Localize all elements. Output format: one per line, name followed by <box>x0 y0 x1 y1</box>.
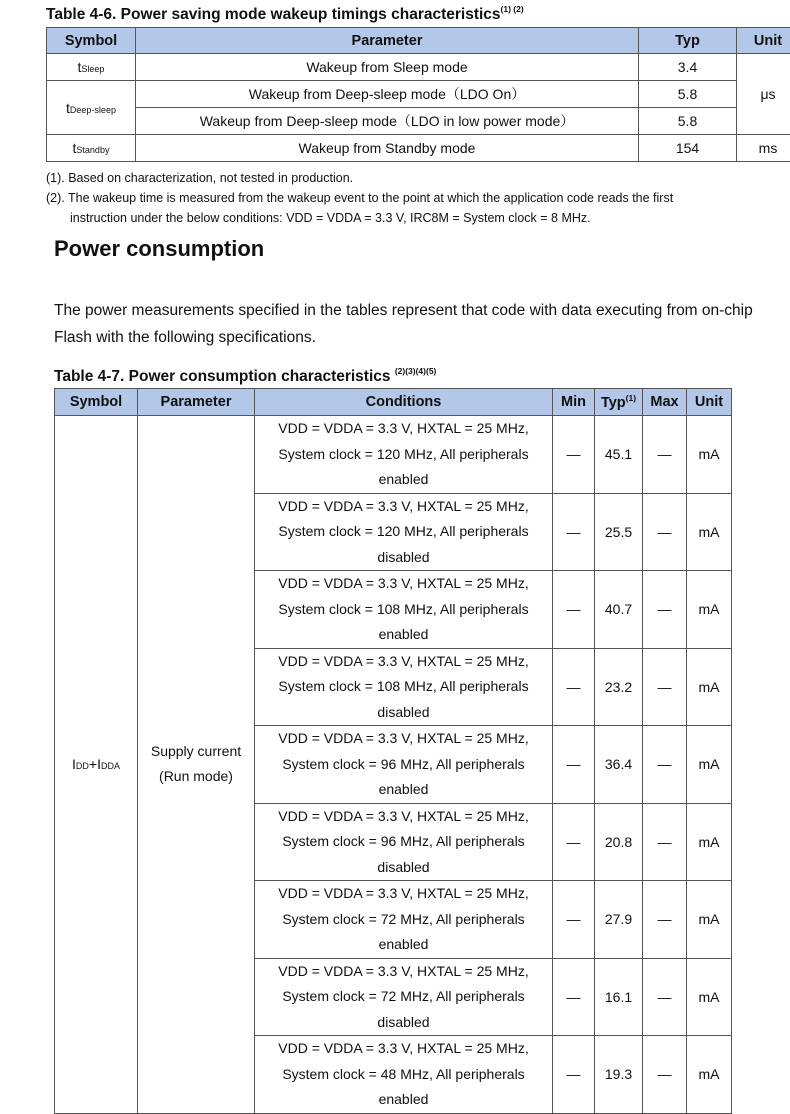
header-symbol: Symbol <box>55 389 138 416</box>
table-4-7-caption-notes: (2)(3)(4)(5) <box>395 366 437 376</box>
typ-cell: 16.1 <box>595 958 643 1036</box>
typ-cell: 19.3 <box>595 1036 643 1114</box>
conditions-cell <box>255 648 553 726</box>
unit-cell: mA <box>687 726 732 804</box>
table-row <box>47 54 790 81</box>
condition-line-2: System clock = 96 MHz, All peripherals <box>255 752 552 778</box>
symbol-main: t <box>66 100 70 116</box>
unit-cell: mA <box>687 1036 732 1114</box>
note-2-continued: instruction under the below conditions: VDD = VDDA = 3.3 V, IRC8M = System clock = 8 MHz. <box>46 208 756 228</box>
typ-cell: 45.1 <box>595 416 643 494</box>
header-typ <box>595 389 643 416</box>
max-cell: — <box>643 416 687 494</box>
unit-cell: μs <box>737 54 790 135</box>
min-cell: — <box>553 881 595 959</box>
typ-cell: 20.8 <box>595 803 643 881</box>
condition-line-3: enabled <box>255 467 552 493</box>
table-4-7-caption-text: Table 4-7. Power consumption characteristics <box>54 368 391 385</box>
min-cell: — <box>553 416 595 494</box>
condition-line-3: enabled <box>255 622 552 648</box>
parameter-cell: Wakeup from Sleep mode <box>136 54 639 81</box>
symbol-plus: +I <box>89 756 101 772</box>
conditions-cell <box>255 881 553 959</box>
table-row <box>47 81 790 108</box>
condition-line-3: enabled <box>255 1087 552 1113</box>
max-cell: — <box>643 1036 687 1114</box>
unit-cell: ms <box>737 135 790 162</box>
max-cell: — <box>643 881 687 959</box>
typ-cell: 25.5 <box>595 493 643 571</box>
section-heading: Power consumption <box>54 236 264 262</box>
header-typ-text: Typ <box>601 395 626 411</box>
min-cell: — <box>553 571 595 649</box>
parameter-cell: Wakeup from Standby mode <box>136 135 639 162</box>
symbol-b-sub: DDA <box>101 761 120 771</box>
symbol-cell <box>47 135 136 162</box>
min-cell: — <box>553 648 595 726</box>
header-symbol: Symbol <box>47 28 136 54</box>
condition-line-1: VDD = VDDA = 3.3 V, HXTAL = 25 MHz, <box>255 494 552 520</box>
parameter-line-2: (Run mode) <box>138 764 254 789</box>
symbol-cell <box>47 81 136 135</box>
conditions-cell <box>255 1036 553 1114</box>
conditions-cell <box>255 416 553 494</box>
condition-line-3: disabled <box>255 855 552 881</box>
condition-line-2: System clock = 120 MHz, All peripherals <box>255 442 552 468</box>
condition-line-1: VDD = VDDA = 3.3 V, HXTAL = 25 MHz, <box>255 416 552 442</box>
min-cell: — <box>553 958 595 1036</box>
typ-cell: 3.4 <box>639 54 737 81</box>
symbol-main: t <box>73 140 77 156</box>
typ-cell: 36.4 <box>595 726 643 804</box>
max-cell: — <box>643 571 687 649</box>
note-1: (1). Based on characterization, not tested in production. <box>46 168 756 188</box>
condition-line-3: disabled <box>255 545 552 571</box>
unit-cell: mA <box>687 881 732 959</box>
table-row <box>55 416 732 494</box>
header-max: Max <box>643 389 687 416</box>
condition-line-2: System clock = 108 MHz, All peripherals <box>255 674 552 700</box>
max-cell: — <box>643 726 687 804</box>
symbol-cell <box>55 416 138 1114</box>
conditions-cell <box>255 493 553 571</box>
symbol-sub: Sleep <box>81 64 104 74</box>
min-cell: — <box>553 726 595 804</box>
header-parameter: Parameter <box>136 28 639 54</box>
max-cell: — <box>643 803 687 881</box>
conditions-cell <box>255 726 553 804</box>
conditions-cell <box>255 803 553 881</box>
unit-cell: mA <box>687 803 732 881</box>
condition-line-3: disabled <box>255 1010 552 1036</box>
unit-cell: mA <box>687 571 732 649</box>
symbol-a: I <box>72 756 76 772</box>
header-parameter: Parameter <box>138 389 255 416</box>
table-4-6-caption <box>46 4 524 24</box>
typ-cell: 5.8 <box>639 108 737 135</box>
condition-line-3: disabled <box>255 700 552 726</box>
symbol-sub: Deep-sleep <box>70 105 116 115</box>
condition-line-2: System clock = 72 MHz, All peripherals <box>255 984 552 1010</box>
max-cell: — <box>643 648 687 726</box>
table-4-7-caption <box>54 366 436 386</box>
header-conditions: Conditions <box>255 389 553 416</box>
header-min: Min <box>553 389 595 416</box>
min-cell: — <box>553 1036 595 1114</box>
condition-line-2: System clock = 108 MHz, All peripherals <box>255 597 552 623</box>
parameter-cell <box>138 416 255 1114</box>
note-2: (2). The wakeup time is measured from the wakeup event to the point at which the application code reads the first <box>46 188 756 208</box>
min-cell: — <box>553 493 595 571</box>
table-row <box>47 135 790 162</box>
condition-line-3: enabled <box>255 777 552 803</box>
condition-line-1: VDD = VDDA = 3.3 V, HXTAL = 25 MHz, <box>255 571 552 597</box>
condition-line-1: VDD = VDDA = 3.3 V, HXTAL = 25 MHz, <box>255 959 552 985</box>
table-row <box>47 108 790 135</box>
unit-cell: mA <box>687 416 732 494</box>
parameter-cell: Wakeup from Deep-sleep mode（LDO On） <box>136 81 639 108</box>
condition-line-2: System clock = 48 MHz, All peripherals <box>255 1062 552 1088</box>
table-4-6-caption-notes: (1) (2) <box>501 4 524 14</box>
max-cell: — <box>643 958 687 1036</box>
conditions-cell <box>255 958 553 1036</box>
unit-cell: mA <box>687 958 732 1036</box>
typ-cell: 27.9 <box>595 881 643 959</box>
header-typ: Typ <box>639 28 737 54</box>
section-paragraph: The power measurements specified in the tables represent that code with data executing from on-chip Flash with the following specifications. <box>54 297 754 351</box>
symbol-a-sub: DD <box>76 761 89 771</box>
header-unit: Unit <box>737 28 790 54</box>
condition-line-2: System clock = 96 MHz, All peripherals <box>255 829 552 855</box>
unit-cell: mA <box>687 648 732 726</box>
unit-cell: mA <box>687 493 732 571</box>
header-typ-note: (1) <box>626 393 636 403</box>
condition-line-3: enabled <box>255 932 552 958</box>
typ-cell: 154 <box>639 135 737 162</box>
condition-line-1: VDD = VDDA = 3.3 V, HXTAL = 25 MHz, <box>255 804 552 830</box>
symbol-sub: Standby <box>76 145 109 155</box>
wakeup-timings-table <box>46 27 790 162</box>
condition-line-1: VDD = VDDA = 3.3 V, HXTAL = 25 MHz, <box>255 726 552 752</box>
table-4-6-caption-text: Table 4-6. Power saving mode wakeup timings characteristics <box>46 6 501 23</box>
typ-cell: 5.8 <box>639 81 737 108</box>
parameter-line-1: Supply current <box>138 739 254 764</box>
parameter-cell: Wakeup from Deep-sleep mode（LDO in low power mode） <box>136 108 639 135</box>
condition-line-1: VDD = VDDA = 3.3 V, HXTAL = 25 MHz, <box>255 1036 552 1062</box>
symbol-cell <box>47 54 136 81</box>
condition-line-2: System clock = 120 MHz, All peripherals <box>255 519 552 545</box>
max-cell: — <box>643 493 687 571</box>
min-cell: — <box>553 803 595 881</box>
typ-cell: 23.2 <box>595 648 643 726</box>
condition-line-1: VDD = VDDA = 3.3 V, HXTAL = 25 MHz, <box>255 881 552 907</box>
typ-cell: 40.7 <box>595 571 643 649</box>
conditions-cell <box>255 571 553 649</box>
condition-line-2: System clock = 72 MHz, All peripherals <box>255 907 552 933</box>
power-consumption-table <box>54 388 732 1114</box>
condition-line-1: VDD = VDDA = 3.3 V, HXTAL = 25 MHz, <box>255 649 552 675</box>
symbol-main: t <box>78 59 82 75</box>
header-unit: Unit <box>687 389 732 416</box>
table-notes <box>46 168 756 228</box>
